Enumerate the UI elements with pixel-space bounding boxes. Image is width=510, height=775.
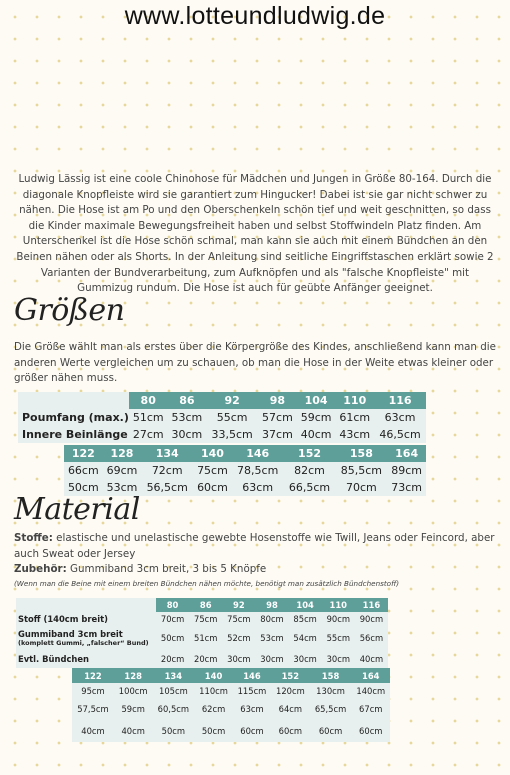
accessories-text: Gummiband 3cm breit, 3 bis 5 Knöpfe [66, 563, 267, 575]
table-cell: 46,5cm [374, 426, 426, 443]
table-row [72, 683, 390, 698]
table-cell: 65,5cm [310, 698, 352, 720]
table-cell: 75cm [189, 612, 222, 626]
table-cell: 40cm [114, 720, 152, 742]
table-cell: 80cm [255, 612, 288, 626]
header-cell: 164 [352, 668, 390, 683]
header-cell: 104 [289, 598, 322, 612]
header-cell: 128 [103, 445, 142, 462]
table-cell: 20cm [156, 650, 189, 668]
header-cell: 134 [152, 668, 194, 683]
table-cell: 59cm [114, 698, 152, 720]
table-cell: 53cm [255, 626, 288, 650]
table-corner [18, 392, 129, 409]
table-cell: 60cm [271, 720, 309, 742]
header-cell: 92 [222, 598, 255, 612]
header-cell: 146 [232, 445, 284, 462]
sizes-paragraph: Die Größe wählt man als erstes über die Körpergröße des Kindes, anschließend kann man die anderen Werte vergleichen um zu schauen, ob man die Hose in der Weite etwas kleiner oder größer nähen muss. [14, 341, 496, 384]
header-cell: 98 [258, 392, 297, 409]
table-cell: 50cm [152, 720, 194, 742]
table-cell: 78,5cm [232, 462, 284, 479]
table-cell: 30cm [289, 650, 322, 668]
table-cell: 105cm [152, 683, 194, 698]
table-cell: 60cm [310, 720, 352, 742]
header-cell: 128 [114, 668, 152, 683]
table-cell: 53cm [168, 409, 207, 426]
table-cell: 61cm [335, 409, 374, 426]
table-cell: 54cm [289, 626, 322, 650]
table-cell: 85cm [289, 612, 322, 626]
table-cell: 130cm [310, 683, 352, 698]
fabrics-paragraph [14, 531, 496, 562]
table-cell: 120cm [271, 683, 309, 698]
table-cell: 70cm [156, 612, 189, 626]
table-row [18, 426, 426, 443]
table-cell: 37cm [258, 426, 297, 443]
table-cell: 67cm [352, 698, 390, 720]
table-header-row [16, 598, 388, 612]
accessories-label: Zubehör: [14, 563, 67, 575]
table-cell: 40cm [297, 426, 336, 443]
fabrics-text: elastische und unelastische gewebte Hosenstoffe wie Twill, Jeans oder Feincord, aber auch Sweat oder Jersey [14, 532, 495, 560]
row-label: Stoff (140cm breit) [16, 612, 156, 626]
table-cell: 50cm [194, 720, 232, 742]
row-label-sub: (komplett Gummi, „falscher“ Bund) [18, 639, 149, 647]
table-cell: 75cm [222, 612, 255, 626]
header-cell: 152 [271, 668, 309, 683]
table-cell: 115cm [233, 683, 271, 698]
table-cell: 63cm [232, 479, 284, 496]
header-cell: 122 [72, 668, 114, 683]
table-cell: 53cm [103, 479, 142, 496]
table-cell: 64cm [271, 698, 309, 720]
header-cell: 104 [297, 392, 336, 409]
table-cell: 110cm [194, 683, 232, 698]
row-label: Innere Beinlänge [18, 426, 129, 443]
table-row [72, 720, 390, 742]
header-cell: 116 [374, 392, 426, 409]
header-cell: 140 [194, 668, 232, 683]
header-cell: 92 [206, 392, 258, 409]
accessories-paragraph [14, 562, 496, 578]
table-cell: 66cm [64, 462, 103, 479]
table-cell: 57cm [258, 409, 297, 426]
table-cell: 100cm [114, 683, 152, 698]
material-table-1 [16, 598, 388, 668]
header-cell: 122 [64, 445, 103, 462]
table-cell: 69cm [103, 462, 142, 479]
header-cell: 140 [193, 445, 232, 462]
header-cell: 134 [141, 445, 193, 462]
table-cell: 43cm [335, 426, 374, 443]
table-header-row [64, 445, 426, 462]
table-cell: 70cm [335, 479, 387, 496]
table-cell: 51cm [189, 626, 222, 650]
row-label: Poumfang (max.) [18, 409, 129, 426]
header-cell: 158 [335, 445, 387, 462]
row-label-main: Gummiband 3cm breit [18, 629, 123, 639]
header-cell: 86 [168, 392, 207, 409]
table-row [16, 650, 388, 668]
header-cell: 158 [310, 668, 352, 683]
header-cell: 164 [387, 445, 426, 462]
table-cell: 75cm [193, 462, 232, 479]
size-table-2 [64, 445, 426, 496]
table-cell: 73cm [387, 479, 426, 496]
table-cell: 60,5cm [152, 698, 194, 720]
table-cell: 30cm [322, 650, 355, 668]
sizes-heading: Größen [14, 293, 125, 328]
header-cell: 80 [129, 392, 168, 409]
material-heading: Material [14, 492, 140, 527]
header-cell: 86 [189, 598, 222, 612]
table-cell: 57,5cm [72, 698, 114, 720]
table-cell: 40cm [355, 650, 388, 668]
table-cell: 30cm [222, 650, 255, 668]
material-table-2 [72, 668, 390, 742]
intro-paragraph: Ludwig Lässig ist eine coole Chinohose für Mädchen und Jungen in Größe 80-164. Durch die diagonale Knopfleiste wird sie garantiert zum Hingucker! Dabei ist sie gar nicht schwer zu nähen. Die Hose ist am Po und den Oberschenkeln schön tief und weit geschnitten, so dass die Kinder maximale Bewegungsfreiheit haben und selbst Stoffwindeln Platz finden. Am Unterschenkel ist die Hose schön schmal, man kann sie auch mit einem Bündchen an den Beinen nähen oder als Shorts. In der Anleitung sind seitliche Eingriffstaschen erklärt sowie 2 Varianten der Bundverarbeitung, zum Aufknöpfen und als "falsche Knopfleiste" mit Gummizug rundum. Die Hose ist auch für geübte Anfänger geeignet. [16, 173, 494, 295]
table-cell: 30cm [168, 426, 207, 443]
fabrics-label: Stoffe: [14, 532, 53, 544]
table-cell: 95cm [72, 683, 114, 698]
table-cell: 66,5cm [284, 479, 336, 496]
header-cell: 80 [156, 598, 189, 612]
table-cell: 90cm [355, 612, 388, 626]
table-row [16, 612, 388, 626]
table-corner [16, 598, 156, 612]
table-cell: 59cm [297, 409, 336, 426]
site-url: www.lotteundludwig.de [124, 2, 386, 30]
table-cell: 50cm [156, 626, 189, 650]
table-cell: 140cm [352, 683, 390, 698]
table-cell: 62cm [194, 698, 232, 720]
table-header-row [72, 668, 390, 683]
table-cell: 63cm [374, 409, 426, 426]
table-cell: 63cm [233, 698, 271, 720]
table-cell: 55cm [322, 626, 355, 650]
table-row [18, 409, 426, 426]
table-cell: 89cm [387, 462, 426, 479]
table-cell: 30cm [255, 650, 288, 668]
table-cell: 50cm [64, 479, 103, 496]
table-cell: 20cm [189, 650, 222, 668]
table-cell: 56,5cm [141, 479, 193, 496]
table-cell: 55cm [206, 409, 258, 426]
header-cell: 98 [255, 598, 288, 612]
table-cell: 40cm [72, 720, 114, 742]
table-cell: 56cm [355, 626, 388, 650]
table-cell: 33,5cm [206, 426, 258, 443]
table-cell: 52cm [222, 626, 255, 650]
note-text: (Wenn man die Beine mit einem breiten Bündchen nähen möchte, benötigt man zusätzlich Bündchenstoff) [14, 579, 400, 588]
header-cell: 110 [322, 598, 355, 612]
table-cell: 85,5cm [335, 462, 387, 479]
table-cell: 60cm [233, 720, 271, 742]
table-cell: 51cm [129, 409, 168, 426]
table-cell: 60cm [352, 720, 390, 742]
header-cell: 110 [335, 392, 374, 409]
table-header-row [18, 392, 426, 409]
table-cell: 90cm [322, 612, 355, 626]
size-table-1 [18, 392, 426, 443]
table-cell: 27cm [129, 426, 168, 443]
row-label [16, 626, 156, 650]
row-label: Evtl. Bündchen [16, 650, 156, 668]
table-cell: 82cm [284, 462, 336, 479]
table-row [72, 698, 390, 720]
table-cell: 72cm [141, 462, 193, 479]
table-row [16, 626, 388, 650]
header-cell: 116 [355, 598, 388, 612]
header-cell: 146 [233, 668, 271, 683]
table-row [64, 462, 426, 479]
table-cell: 60cm [193, 479, 232, 496]
header-cell: 152 [284, 445, 336, 462]
